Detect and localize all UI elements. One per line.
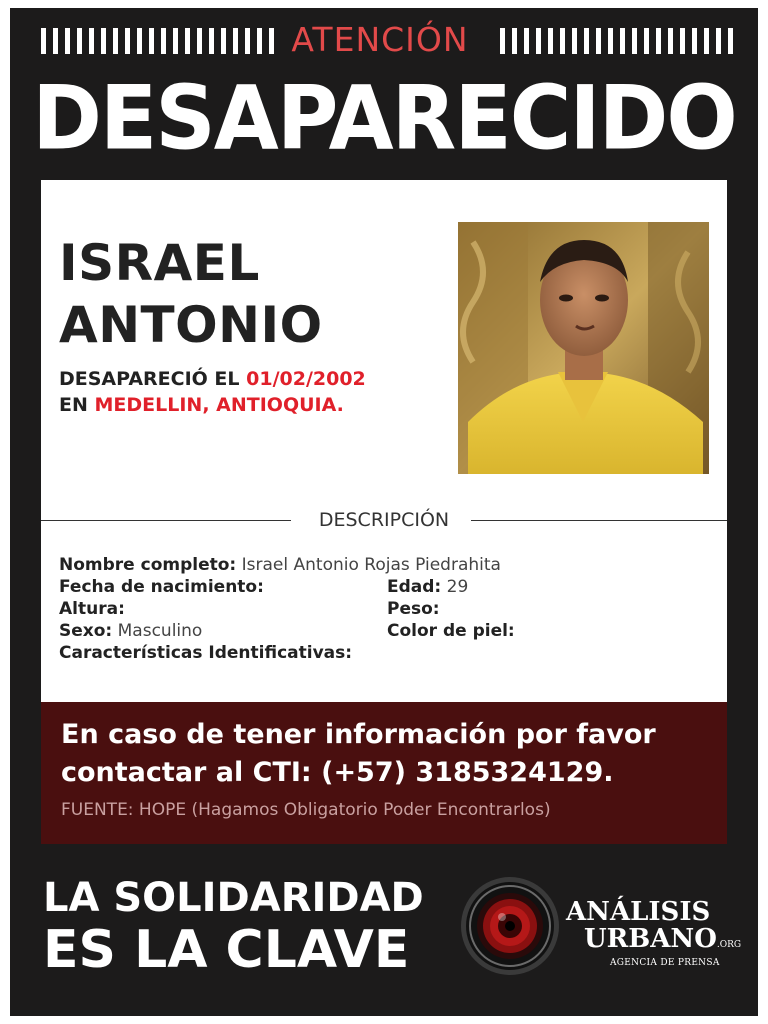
- logo-word-1: ANÁLISIS: [566, 897, 711, 927]
- logo-tagline: AGENCIA DE PRENSA: [610, 958, 720, 968]
- height-label: Altura:: [59, 599, 125, 619]
- identifying-features-label: Características Identificativas:: [59, 643, 353, 663]
- age-label: Edad:: [387, 577, 442, 597]
- name-line-1: ISRAEL: [59, 234, 260, 292]
- right-bars-decoration: [500, 28, 733, 54]
- sex-label: Sexo:: [59, 621, 113, 641]
- field-birth-date: [59, 576, 264, 598]
- field-weight: [387, 598, 440, 620]
- slogan-line-2: ES LA CLAVE: [43, 920, 410, 980]
- contact-message: En caso de tener información por favor contactar al CTI: (+57) 3185324129.: [61, 719, 656, 788]
- description-title: DESCRIPCIÓN: [291, 508, 477, 532]
- weight-label: Peso:: [387, 599, 440, 619]
- birth-date-label: Fecha de nacimiento:: [59, 577, 264, 597]
- age-value: 29: [446, 577, 469, 597]
- name-line-2: ANTONIO: [59, 296, 323, 354]
- sex-value: Masculino: [117, 621, 203, 641]
- slogan: [43, 874, 424, 978]
- field-full-name: [59, 554, 501, 576]
- field-height: [59, 598, 125, 620]
- camera-lens-logo-icon: [460, 876, 560, 976]
- logo-word-2: URBANO: [584, 924, 717, 954]
- disappeared-place: MEDELLIN, ANTIOQUIA.: [94, 394, 344, 416]
- left-bars-decoration: [41, 28, 274, 54]
- disappeared-date: 01/02/2002: [246, 368, 366, 390]
- info-panel: [41, 180, 727, 702]
- contact-band: [41, 702, 727, 844]
- missing-person-poster: [10, 8, 758, 1016]
- disappearance-info: [59, 366, 366, 418]
- field-age: [387, 576, 468, 598]
- poster-title: DESAPARECIDO: [32, 66, 736, 170]
- field-skin-color: [387, 620, 515, 642]
- place-prefix: EN: [59, 394, 95, 416]
- full-name-label: Nombre completo:: [59, 555, 237, 575]
- description-divider-left: [41, 520, 296, 521]
- full-name-value: Israel Antonio Rojas Piedrahita: [241, 555, 501, 575]
- person-name: [59, 232, 323, 356]
- description-divider-right: [471, 520, 727, 521]
- field-sex: [59, 620, 202, 642]
- brand-logo: [566, 898, 741, 968]
- field-identifying-features: [59, 642, 352, 664]
- skin-color-label: Color de piel:: [387, 621, 515, 641]
- disappeared-prefix: DESAPARECIÓ EL: [59, 368, 247, 390]
- slogan-line-1: LA SOLIDARIDAD: [43, 875, 424, 921]
- attention-row: [10, 22, 758, 58]
- person-photo: [458, 222, 709, 474]
- source-note: FUENTE: HOPE (Hagamos Obligatorio Poder Encontrarlos): [61, 800, 551, 820]
- attention-label: ATENCIÓN: [291, 20, 469, 59]
- logo-suffix: .ORG: [716, 940, 742, 950]
